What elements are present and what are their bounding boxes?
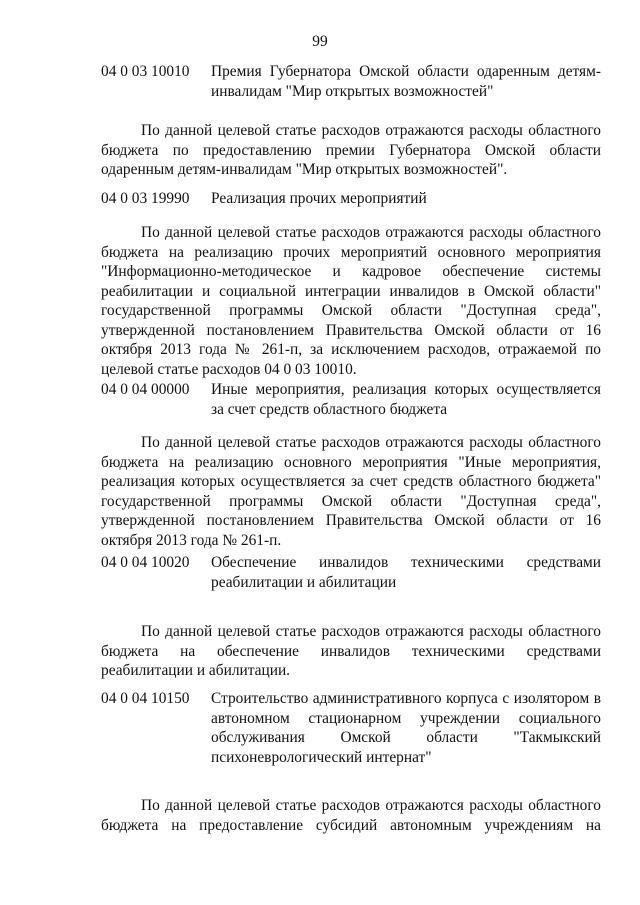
budget-code-entry — [101, 189, 601, 209]
budget-code: 04 0 03 19990 — [101, 190, 190, 207]
budget-code-title: Иные мероприятия, реализация которых осуществляется за счет средств областного бюджета — [211, 381, 601, 418]
budget-code-title: Реализация прочих мероприятий — [211, 190, 427, 207]
budget-code-entry — [101, 553, 601, 592]
budget-code-entry — [101, 62, 601, 101]
page-number: 99 — [312, 33, 328, 50]
budget-code: 04 0 04 00000 — [101, 381, 190, 398]
budget-code: 04 0 03 10010 — [101, 63, 190, 80]
budget-code-title: Обеспечение инвалидов техническими средствами реабилитации и абилитации — [211, 554, 601, 591]
budget-code: 04 0 04 10020 — [101, 554, 190, 571]
description-paragraph: По данной целевой статье расходов отражаются расходы областного бюджета на обеспечение инвалидов техническими средствами реабилитации и абилитации. — [101, 623, 601, 679]
description-paragraph: По данной целевой статье расходов отражаются расходы областного бюджета на предоставление субсидий автономным учреждениям на — [101, 797, 601, 834]
budget-code-title: Премия Губернатора Омской области одаренным детям-инвалидам "Мир открытых возможностей" — [211, 63, 601, 100]
budget-code-title: Строительство административного корпуса с изолятором в автономном стационарном учреждении социального обслуживания Омской области "Такмыкский психоневрологический интернат" — [211, 690, 601, 766]
description-paragraph: По данной целевой статье расходов отражаются расходы областного бюджета на реализацию прочих мероприятий основного мероприятия "Информационно-методическое и кадровое обеспечение системы реабилитации и социальной интеграции инвалидов в Омской области" государственной программы Омской области "Доступная среда", утвержденной постановлением Правительства Омской области от 16 октября 2013 года № 261-п, за исключением расходов, отражаемой по целевой статье расходов 04 0 03 10010. — [101, 224, 601, 378]
description-paragraph: По данной целевой статье расходов отражаются расходы областного бюджета на реализацию основного мероприятия "Иные мероприятия, реализация которых осуществляется за счет средств областного бюджета" государственной программы Омской области "Доступная среда", утвержденной постановлением Правительства Омской области от 16 октября 2013 года № 261-п. — [101, 434, 601, 549]
budget-code: 04 0 04 10150 — [101, 690, 190, 707]
description-paragraph: По данной целевой статье расходов отражаются расходы областного бюджета по предоставлению премии Губернатора Омской области одаренным детям-инвалидам "Мир открытых возможностей". — [101, 122, 601, 178]
budget-code-entry — [101, 380, 601, 419]
budget-code-entry — [101, 689, 601, 767]
